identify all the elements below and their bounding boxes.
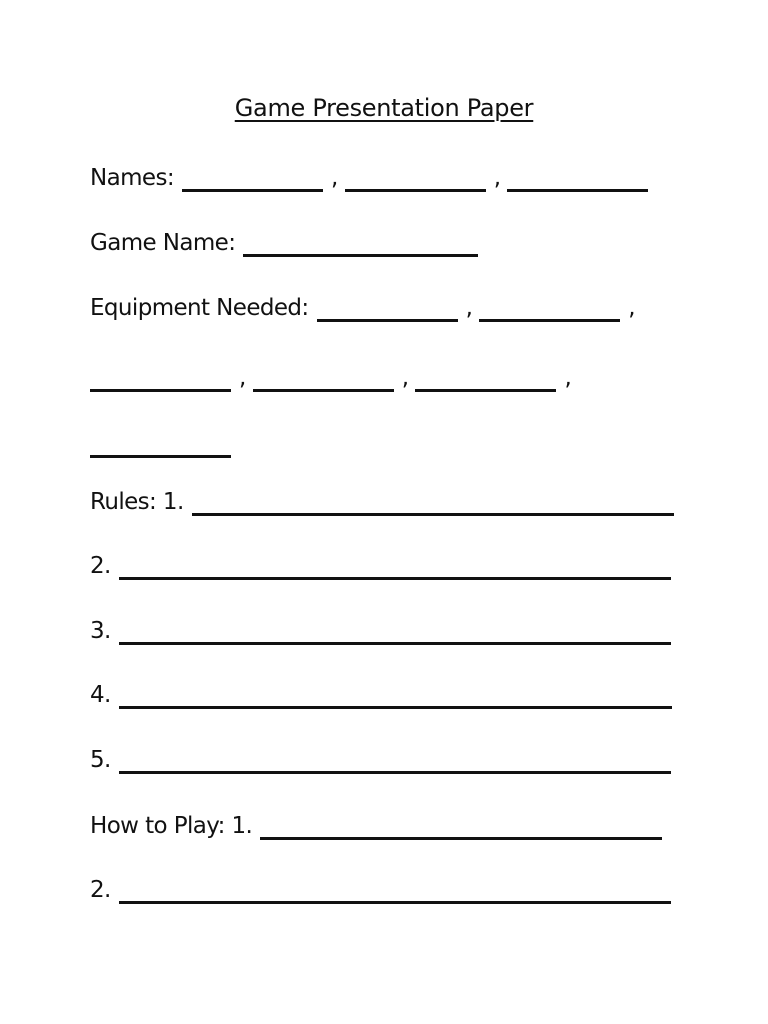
rule-blank-5[interactable] [119,771,671,774]
rule-blank-3[interactable] [119,642,671,645]
equipment-row-3 [90,420,231,456]
separator: , [401,365,409,391]
equipment-blank-4[interactable] [253,389,394,392]
rule-blank-4[interactable] [119,706,672,709]
rules-row-5 [90,736,671,772]
play-blank-1[interactable] [260,837,662,840]
rule-blank-1[interactable] [192,513,674,516]
rules-row-4 [90,671,672,707]
separator: , [331,165,338,191]
rule-number: 5. [90,747,111,773]
how-to-play-row-1 [90,802,662,838]
separator: , [564,365,572,391]
separator: , [628,295,636,321]
rules-row-2 [90,542,671,578]
names-label: Names: [90,165,174,191]
rule-number: 4. [90,682,111,708]
equipment-label: Equipment Needed: [90,295,309,321]
equipment-blank-5[interactable] [415,389,556,392]
play-number: 2. [90,877,111,903]
name-blank-1[interactable] [182,189,323,192]
game-name-label: Game Name: [90,230,236,256]
name-blank-2[interactable] [345,189,486,192]
name-blank-3[interactable] [507,189,648,192]
rule-number: 3. [90,618,111,644]
equipment-blank-1[interactable] [317,319,458,322]
names-row [90,154,648,190]
equipment-row-2 [90,354,578,390]
separator: , [493,165,501,191]
page-title-text: Game Presentation Paper [234,94,534,122]
equipment-row [90,284,642,320]
equipment-blank-6[interactable] [90,455,231,458]
rule-blank-2[interactable] [119,577,671,580]
rules-label: Rules: 1. [90,489,184,515]
game-name-row [90,219,478,255]
game-name-blank[interactable] [243,254,478,257]
equipment-blank-2[interactable] [479,319,620,322]
how-to-play-label: How to Play: 1. [90,813,253,839]
rules-row-1 [90,478,674,514]
rule-number: 2. [90,553,111,579]
separator: , [239,365,246,391]
separator: , [465,295,473,321]
equipment-blank-3[interactable] [90,389,231,392]
how-to-play-row-2 [90,866,671,902]
play-blank-2[interactable] [119,901,671,904]
page-title [0,94,768,122]
rules-row-3 [90,607,671,643]
